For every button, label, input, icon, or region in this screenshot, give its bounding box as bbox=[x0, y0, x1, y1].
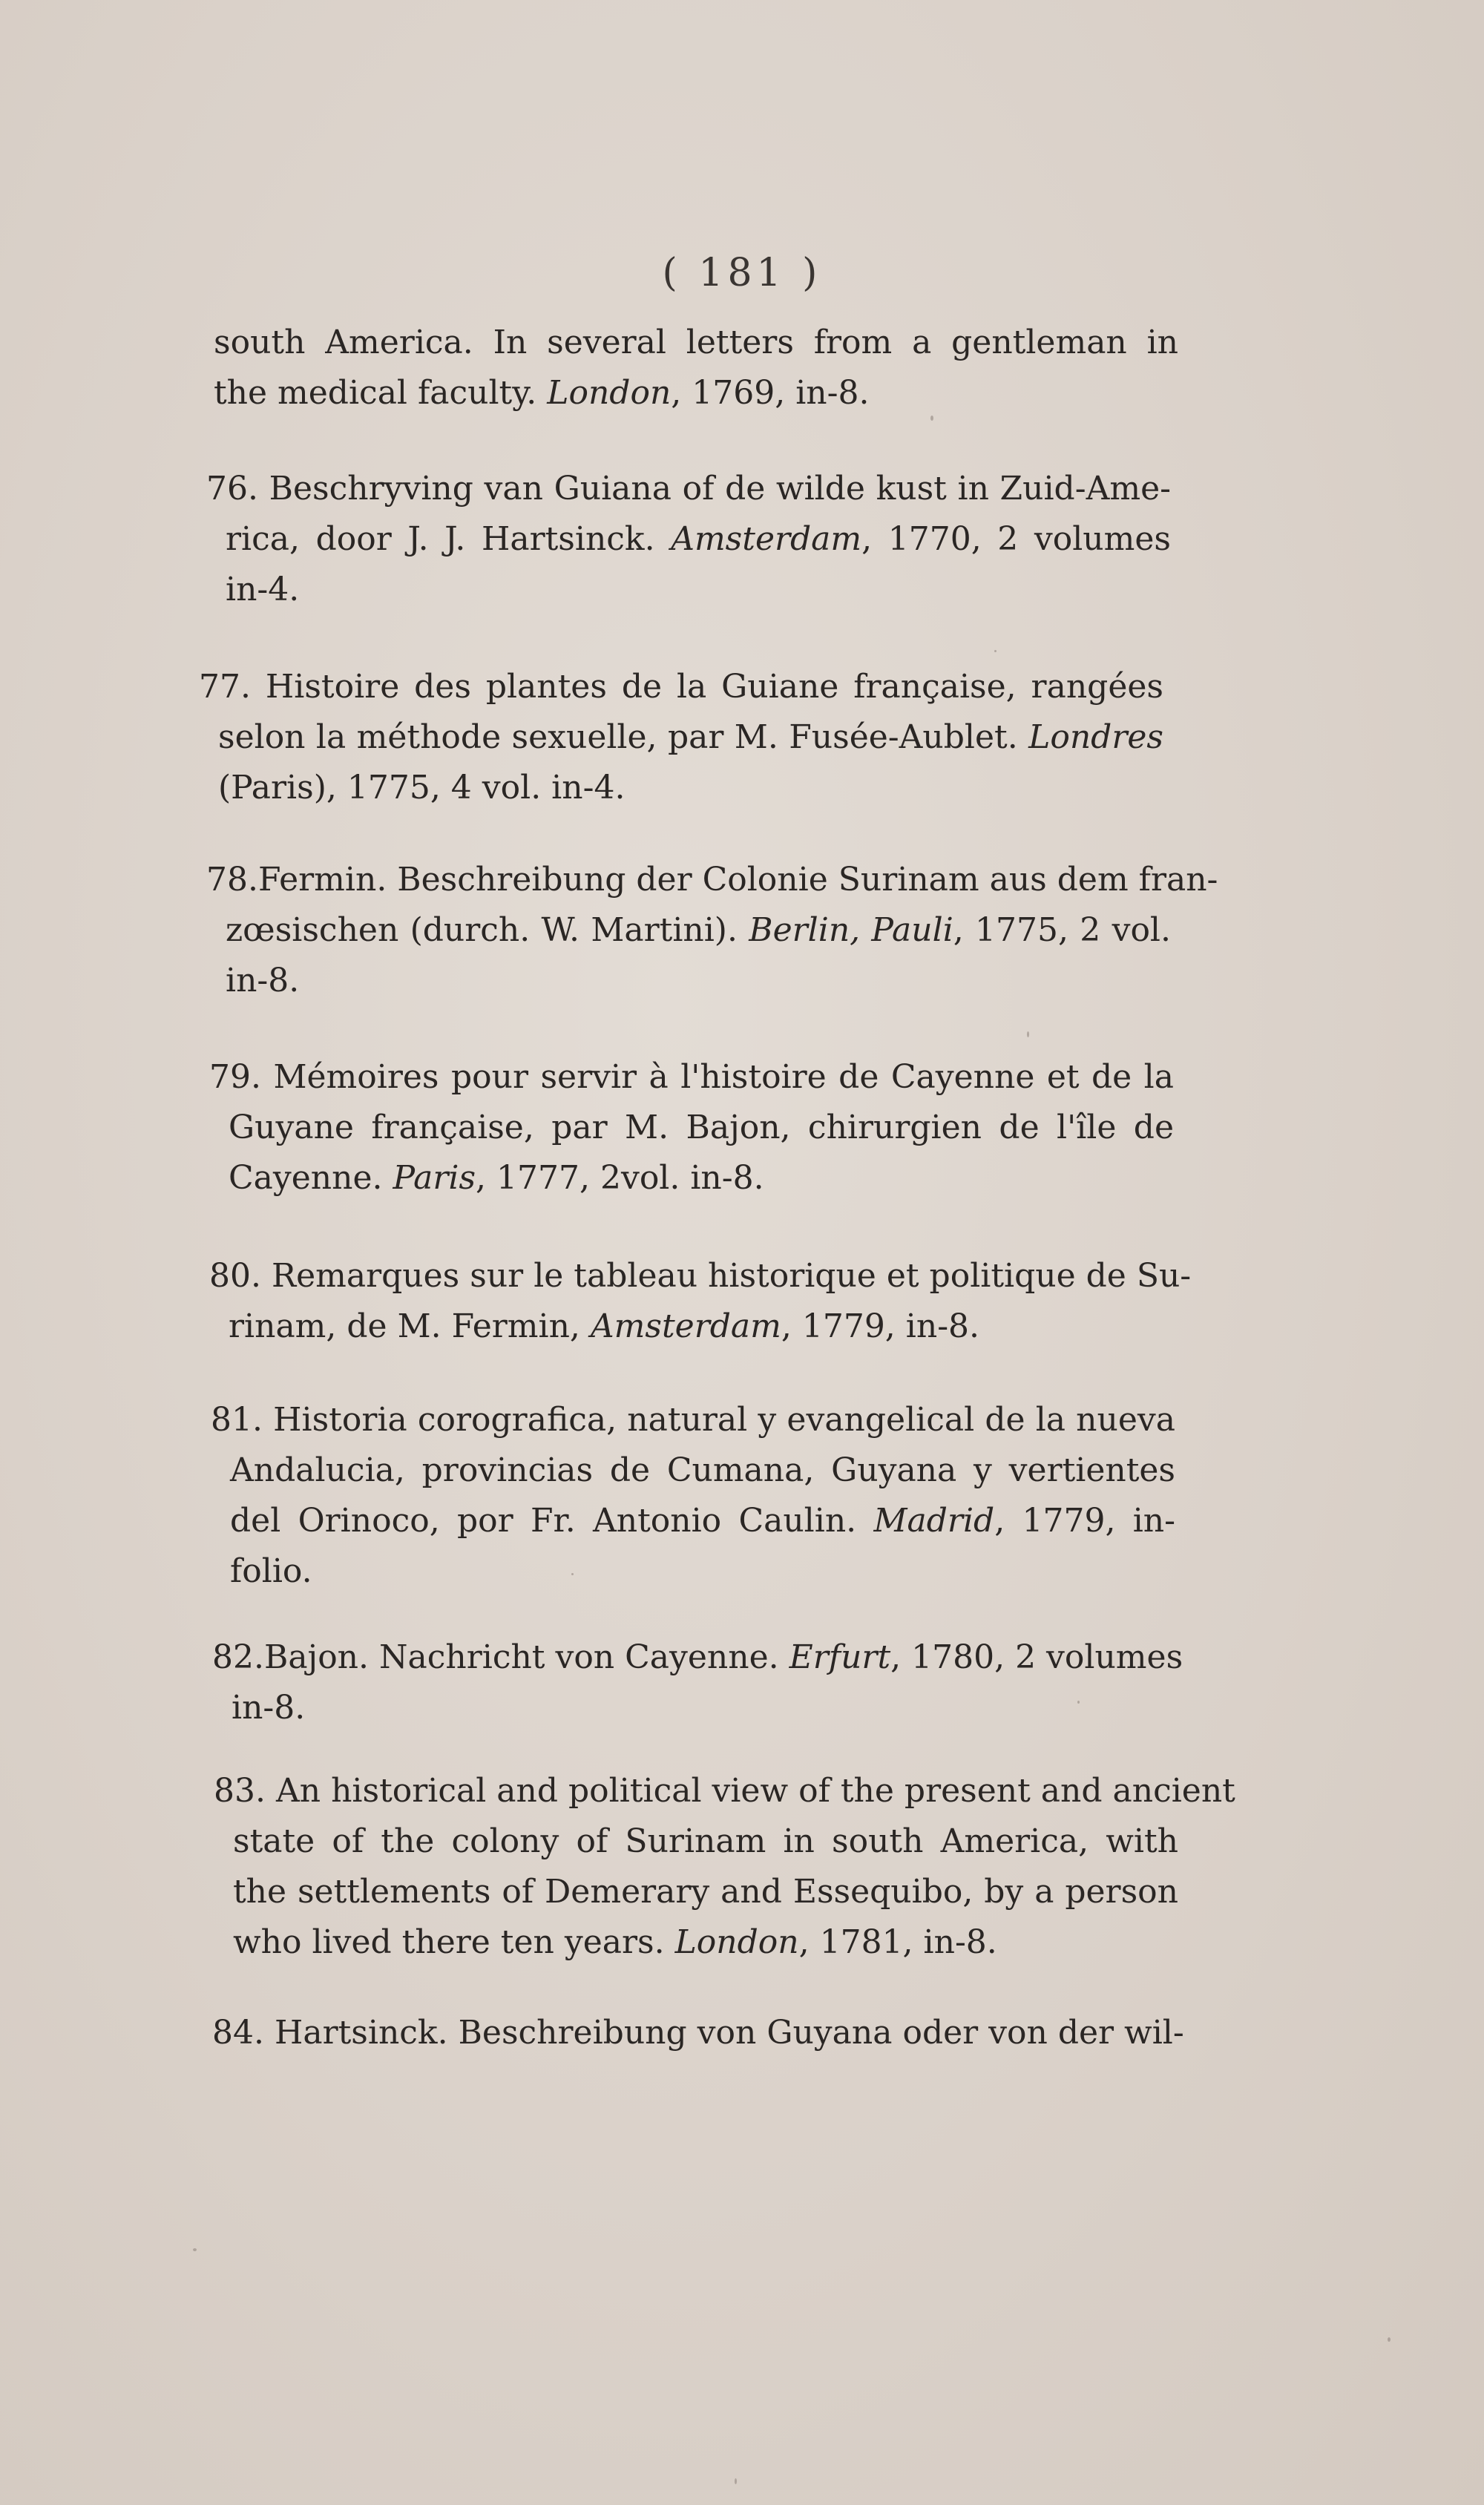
entry-83 bbox=[214, 1766, 1235, 1968]
paper-speck bbox=[994, 650, 997, 652]
entry-line: Cayenne. Paris, 1777, 2vol. in-8. bbox=[229, 1159, 764, 1197]
entry-line: rica, door J. J. Hartsinck. Amsterdam, 1770, 2 volumes bbox=[226, 520, 1171, 558]
entry-84 bbox=[212, 2008, 1184, 2058]
entry-line: the medical faculty. London, 1769, in-8. bbox=[214, 374, 870, 412]
entry-number: 79. bbox=[209, 1058, 261, 1096]
entry-line: 84. Hartsinck. Beschreibung von Guyana oder von der wil- bbox=[212, 2008, 1177, 2058]
entry-number: 80. bbox=[209, 1257, 261, 1295]
entry-line: selon la méthode sexuelle, par M. Fusée-Aublet. Londres bbox=[218, 718, 1163, 756]
entry-city: Madrid bbox=[873, 1502, 995, 1540]
entry-80 bbox=[209, 1251, 1192, 1352]
entry-line: the settlements of Demerary and Essequibo, by a person bbox=[233, 1873, 1178, 1911]
entry-number: 77. bbox=[199, 668, 251, 706]
entry-line: 81. Historia corografica, natural y evangelical de la nueva bbox=[211, 1395, 1175, 1445]
entry-76 bbox=[206, 464, 1171, 615]
paper-speck bbox=[735, 2478, 737, 2484]
entry-line: folio. bbox=[230, 1552, 312, 1590]
entry-line: 80. Remarques sur le tableau historique et politique de Su- bbox=[209, 1251, 1174, 1301]
entry-82 bbox=[212, 1632, 1183, 1733]
entry-78 bbox=[206, 855, 1218, 1006]
entry-line: Guyane française, par M. Bajon, chirurgien de l'île de bbox=[229, 1109, 1174, 1146]
entry-city: London bbox=[674, 1923, 799, 1961]
paper-speck bbox=[930, 416, 933, 421]
entry-79 bbox=[209, 1052, 1174, 1204]
entry-line: 76. Beschryving van Guiana of de wilde kust in Zuid-Ame- bbox=[206, 464, 1171, 514]
entry-number: 83. bbox=[214, 1772, 266, 1810]
entry-81 bbox=[211, 1395, 1175, 1597]
entry-line: 78.Fermin. Beschreibung der Colonie Surinam aus dem fran- bbox=[206, 855, 1171, 905]
entry-line: (Paris), 1775, 4 vol. in-4. bbox=[218, 769, 626, 807]
entry-line: 82.Bajon. Nachricht von Cayenne. Erfurt, 1780, 2 volumes bbox=[212, 1632, 1177, 1683]
entry-75-continuation bbox=[214, 318, 1178, 418]
entry-number: 78. bbox=[206, 861, 258, 899]
entry-number: 82. bbox=[212, 1638, 264, 1676]
entry-line: rinam, de M. Fermin, Amsterdam, 1779, in-8. bbox=[229, 1307, 980, 1345]
entry-line: 79. Mémoires pour servir à l'histoire de Cayenne et de la bbox=[209, 1052, 1174, 1103]
entry-city: Londres bbox=[1028, 718, 1163, 756]
entry-number: 76. bbox=[206, 470, 258, 508]
entry-number: 84. bbox=[212, 2014, 264, 2052]
paper-speck bbox=[1388, 2337, 1391, 2342]
page-number: ( 181 ) bbox=[662, 251, 822, 295]
paper-speck bbox=[1077, 1701, 1080, 1704]
entry-line: south America. In several letters from a gentleman in bbox=[214, 324, 1178, 361]
paper-speck bbox=[193, 2248, 197, 2251]
entry-city: Erfurt bbox=[789, 1638, 891, 1676]
paper-speck bbox=[1027, 1031, 1029, 1037]
entry-line: 83. An historical and political view of the present and ancient bbox=[214, 1766, 1178, 1816]
entry-line: in-8. bbox=[232, 1689, 306, 1727]
entry-line: who lived there ten years. London, 1781, in-8. bbox=[233, 1923, 997, 1961]
entry-city: Paris bbox=[393, 1159, 476, 1197]
entry-77 bbox=[199, 662, 1163, 813]
entry-number: 81. bbox=[211, 1401, 263, 1439]
entry-line: in-4. bbox=[226, 571, 300, 608]
entry-line: zœsischen (durch. W. Martini). Berlin, Pauli, 1775, 2 vol. bbox=[226, 911, 1171, 949]
paper-speck bbox=[571, 1573, 574, 1575]
entry-city: Berlin, Pauli bbox=[749, 911, 953, 949]
entry-line: in-8. bbox=[226, 962, 300, 999]
entry-city: Amsterdam bbox=[671, 520, 862, 558]
entry-line: state of the colony of Surinam in south America, with bbox=[233, 1822, 1178, 1860]
entry-line: del Orinoco, por Fr. Antonio Caulin. Madrid, 1779, in- bbox=[230, 1502, 1175, 1540]
entry-city: London bbox=[547, 374, 672, 412]
entry-city: Amsterdam bbox=[590, 1307, 781, 1345]
entry-line: 77. Histoire des plantes de la Guiane française, rangées bbox=[199, 662, 1163, 712]
entry-line: Andalucia, provincias de Cumana, Guyana y vertientes bbox=[230, 1451, 1175, 1489]
